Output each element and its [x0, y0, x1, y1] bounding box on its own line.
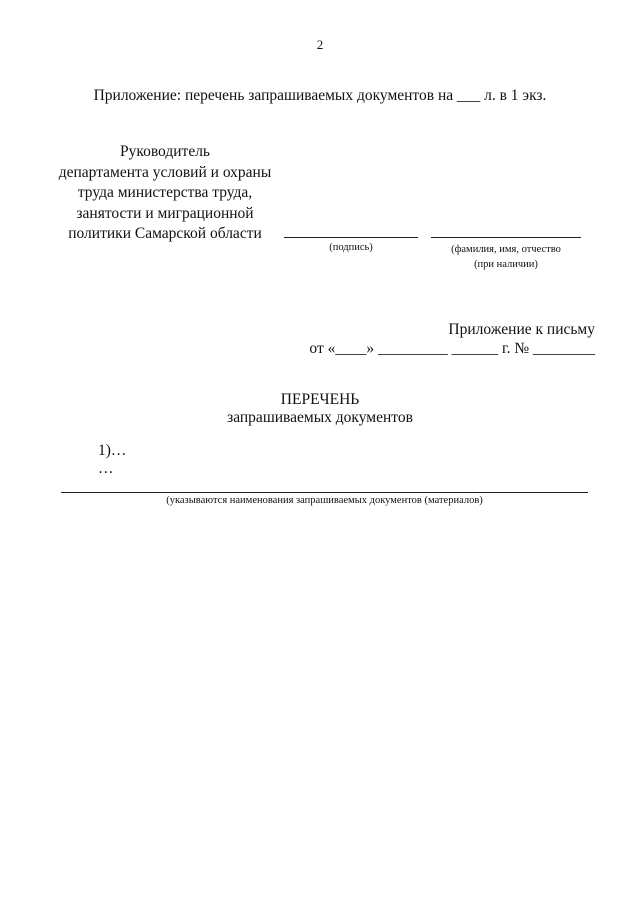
name-underline [431, 237, 581, 238]
signer-line: политики Самарской области [68, 225, 262, 242]
name-caption-line: (при наличии) [474, 259, 538, 270]
page-number: 2 [316, 37, 324, 52]
name-caption-line: (фамилия, имя, отчество [451, 244, 561, 255]
list-subheading: запрашиваемых документов [227, 409, 413, 426]
list-underline [61, 492, 588, 493]
signer-line: труда министерства труда, [77, 184, 253, 201]
signer-line: занятости и миграционной [76, 204, 254, 222]
list-item: … [98, 460, 114, 477]
signature-underline [284, 237, 418, 238]
signer-block [55, 142, 275, 245]
list-heading: ПЕРЕЧЕНЬ [280, 391, 360, 408]
signer-line: Руководитель [119, 143, 211, 160]
attachment-line: Приложение: перечень запрашиваемых документов на ___ л. в 1 экз. [93, 87, 547, 104]
letter-annex-title: Приложение к письму [448, 321, 595, 338]
list-item: 1)… [98, 442, 127, 459]
name-caption [431, 242, 581, 272]
signer-line: департамента условий и охраны [58, 163, 272, 181]
list-caption: (указываются наименования запрашиваемых документов (материалов) [166, 495, 483, 506]
signature-caption: (подпись) [329, 242, 373, 253]
letter-annex-date-line: от «____» _________ ______ г. № ________ [309, 340, 595, 357]
